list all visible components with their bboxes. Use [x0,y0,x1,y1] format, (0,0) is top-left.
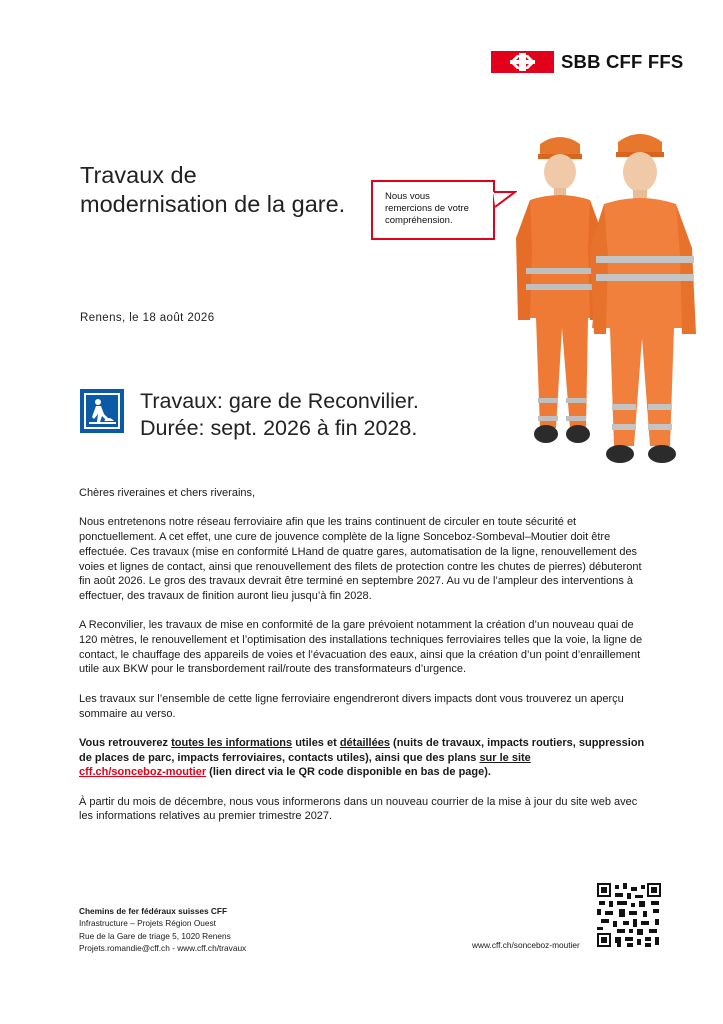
worker-left-figure [516,137,604,443]
bubble-line-3: compréhension. [385,215,453,226]
paragraph-4 [79,736,649,780]
letter-body [79,486,649,839]
construction-worker-icon [80,389,124,433]
works-title-line-2: Durée: sept. 2026 à fin 2028. [140,416,418,440]
p4-emphasis-on-site: sur le site [479,751,531,764]
p4-text-h: (lien direct via le QR code disponible en bas de page). [206,766,491,779]
p4-emphasis-all-info: toutes les informations [171,736,293,749]
greeting: Chères riveraines et chers riverains, [79,487,256,499]
footer-address [79,905,246,955]
bubble-line-2: remercions de votre [385,203,469,214]
date-line: Renens, le 18 août 2026 [80,312,215,324]
qr-url[interactable]: www.cff.ch/sonceboz-moutier [472,940,580,950]
works-title-line-1: Travaux: gare de Reconvilier. [140,389,419,413]
website-link[interactable]: cff.ch/sonceboz-moutier [79,766,207,779]
worker-right-figure [590,134,696,463]
qr-code-icon[interactable] [597,883,661,947]
bubble-line-1: Nous vous [385,191,430,202]
p4-text-e: (nuits de travaux, impacts routiers, suppression de places de parc, impacts ferroviaires, contacts utiles), ainsi que des plans [79,736,645,764]
workers-illustration [500,128,705,478]
paragraph-2: A Reconvilier, les travaux de mise en conformité de la gare prévoient notamment la création d’un nouveau quai de 120 mètres, le renouvellement et l’optimisation des installations techniques ferroviaires telles que la voie, la ligne de contact, le chauffage des appareils de voies et l’évacuation des eaux, ainsi que la création d’un point d’enraillement utile aux BKW pour le transbordement rail/route des transformateurs d’urgence. [79,619,643,676]
footer-dept: Infrastructure – Projets Région Ouest [79,918,216,929]
title-line-1: Travaux de [80,162,197,188]
footer-org: Chemins de fer fédéraux suisses CFF [79,906,228,916]
logo-text: SBB CFF FFS [561,51,684,72]
paragraph-1: Nous entretenons notre réseau ferroviaire afin que les trains continuent de circuler en toute sécurité et ponctuellement. A cet effet, une cure de jouvence complète de la ligne Sonceboz-Sombeval–Moutier doit être effectuée. Ces travaux (mise en conformité LHand de quatre gares, automatisation de la ligne, renouvellement des voies et lignes de contact, ainsi que renouvellement des filets de protection contre les chutes de pierres) débuteront fin août 2026. Le gros des travaux devrait être terminé en septembre 2027. Au vu de l’ampleur des interventions à effectuer, des travaux de finition auront lieu jusqu’à fin 2028. [79,516,642,602]
p4-text-c: utiles et [292,736,340,749]
paragraph-3: Les travaux sur l’ensemble de cette ligne ferroviaire engendreront divers impacts dont vous trouverez un aperçu sommaire au verso. [79,692,624,720]
works-title [140,388,419,442]
footer-address-line: Rue de la Gare de triage 5, 1020 Renens [79,930,231,941]
sbb-logo [491,51,683,73]
sbb-arrows-icon [491,51,554,73]
p4-text-a: Vous retrouverez [79,736,172,749]
title-line-2: modernisation de la gare. [80,191,346,217]
page-title [80,161,345,219]
speech-bubble [371,180,495,240]
footer-contact[interactable]: Projets.romandie@cff.ch - www.cff.ch/travaux [79,943,247,954]
p4-emphasis-detailed: détaillées [339,736,390,749]
paragraph-5: À partir du mois de décembre, nous vous informerons dans un nouveau courrier de la mise à jour du site web avec les informations relatives au premier trimestre 2027. [79,795,638,823]
